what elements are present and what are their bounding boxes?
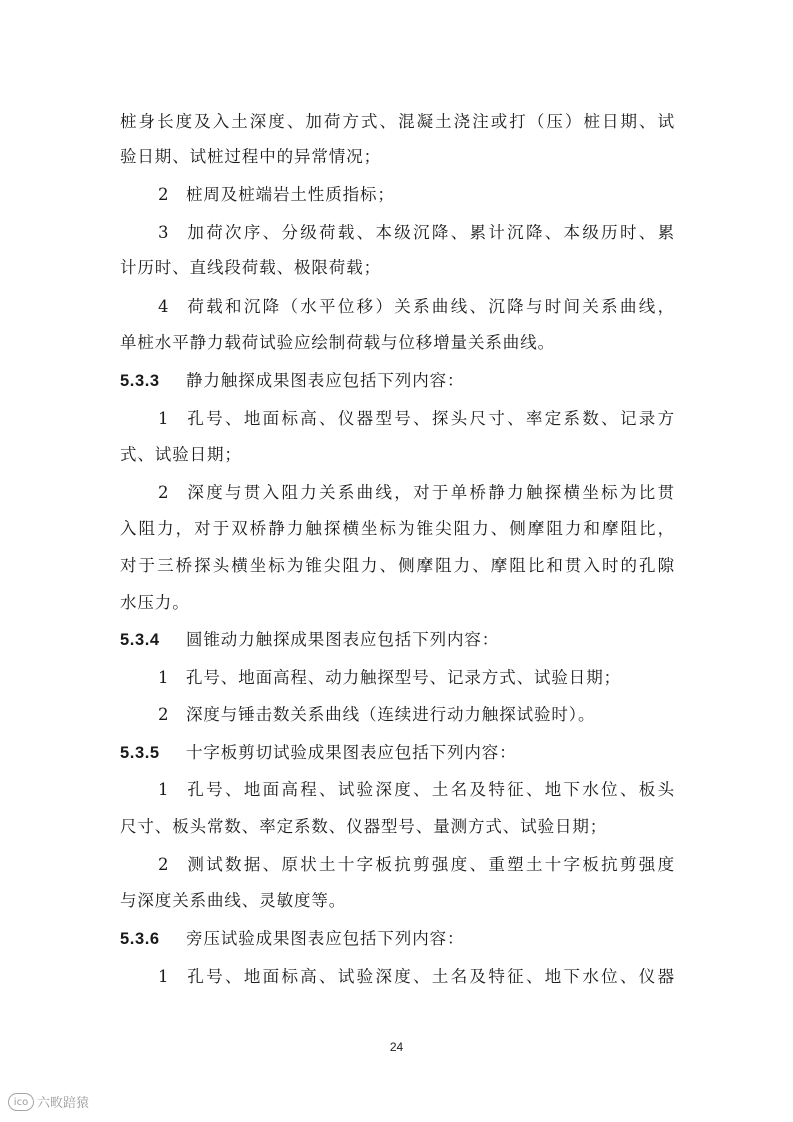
section-heading-5-3-5: 5.3.5 十字板剪切试验成果图表应包括下列内容： xyxy=(120,741,675,765)
paragraph-line: 尺寸、板头常数、率定系数、仪器型号、量测方式、试验日期； xyxy=(120,817,608,836)
paragraph-line: 验日期、试桩过程中的异常情况； xyxy=(120,147,381,166)
item-number: 1 xyxy=(158,967,170,986)
paragraph-line: 单桩水平静力载荷试验应绘制荷载与位移增量关系曲线。 xyxy=(120,333,555,352)
list-item: 2 深度与贯入阻力关系曲线，对于单桥静力触探横坐标为比贯 xyxy=(158,481,675,505)
section-heading-5-3-3: 5.3.3 静力触探成果图表应包括下列内容： xyxy=(120,369,675,393)
item-number: 1 xyxy=(158,780,170,799)
watermark-logo-icon: ico xyxy=(8,1093,34,1111)
item-number: 2 xyxy=(158,483,170,502)
paragraph-line: 计历时、直线段荷载、极限荷载； xyxy=(120,258,381,277)
paragraph-line: 水压力。 xyxy=(120,593,190,612)
section-heading-5-3-4: 5.3.4 圆锥动力触探成果图表应包括下列内容： xyxy=(120,628,675,652)
section-number: 5.3.5 xyxy=(120,744,160,762)
list-item: 3 加荷次序、分级荷载、本级沉降、累计沉降、本级历时、累 xyxy=(158,221,675,245)
item-number: 4 xyxy=(158,297,170,316)
section-number: 5.3.6 xyxy=(120,930,160,948)
list-item: 1 孔号、地面标高、仪器型号、探头尺寸、率定系数、记录方 xyxy=(158,407,675,431)
list-item: 1 孔号、地面高程、试验深度、土名及特征、地下水位、板头 xyxy=(158,778,675,802)
item-number: 2 xyxy=(158,185,170,204)
page-number: 24 xyxy=(389,1040,404,1054)
list-item: 2 测试数据、原状土十字板抗剪强度、重塑土十字板抗剪强度 xyxy=(158,853,675,877)
paragraph-line: 与深度关系曲线、灵敏度等。 xyxy=(120,891,347,910)
list-item: 1 孔号、地面标高、试验深度、土名及特征、地下水位、仪器 xyxy=(158,965,675,989)
item-number: 1 xyxy=(158,409,170,428)
list-item: 1 孔号、地面高程、动力触探型号、记录方式、试验日期； xyxy=(158,666,675,690)
list-item: 2 深度与锤击数关系曲线（连续进行动力触探试验时）。 xyxy=(158,703,675,727)
paragraph-line: 入阻力，对于双桥静力触探横坐标为锥尖阻力、侧摩阻力和摩阻比， xyxy=(120,519,675,538)
item-number: 2 xyxy=(158,705,170,724)
section-number: 5.3.3 xyxy=(120,372,160,390)
paragraph-line: 桩身长度及入土深度、加荷方式、混凝土浇注或打（压）桩日期、试 xyxy=(120,112,675,131)
paragraph-line: 对于三桥探头横坐标为锥尖阻力、侧摩阻力、摩阻比和贯入时的孔隙 xyxy=(120,556,675,575)
section-number: 5.3.4 xyxy=(120,631,160,649)
item-number: 3 xyxy=(158,223,170,242)
watermark-text: 六畋踣猿 xyxy=(37,1096,90,1111)
item-number: 2 xyxy=(158,855,170,874)
watermark xyxy=(8,1092,89,1111)
item-number: 1 xyxy=(158,668,170,687)
paragraph-line: 式、试验日期； xyxy=(120,445,242,464)
section-heading-5-3-6: 5.3.6 旁压试验成果图表应包括下列内容： xyxy=(120,927,675,951)
list-item: 4 荷载和沉降（水平位移）关系曲线、沉降与时间关系曲线， xyxy=(158,295,675,319)
list-item: 2 桩周及桩端岩土性质指标； xyxy=(158,183,675,207)
